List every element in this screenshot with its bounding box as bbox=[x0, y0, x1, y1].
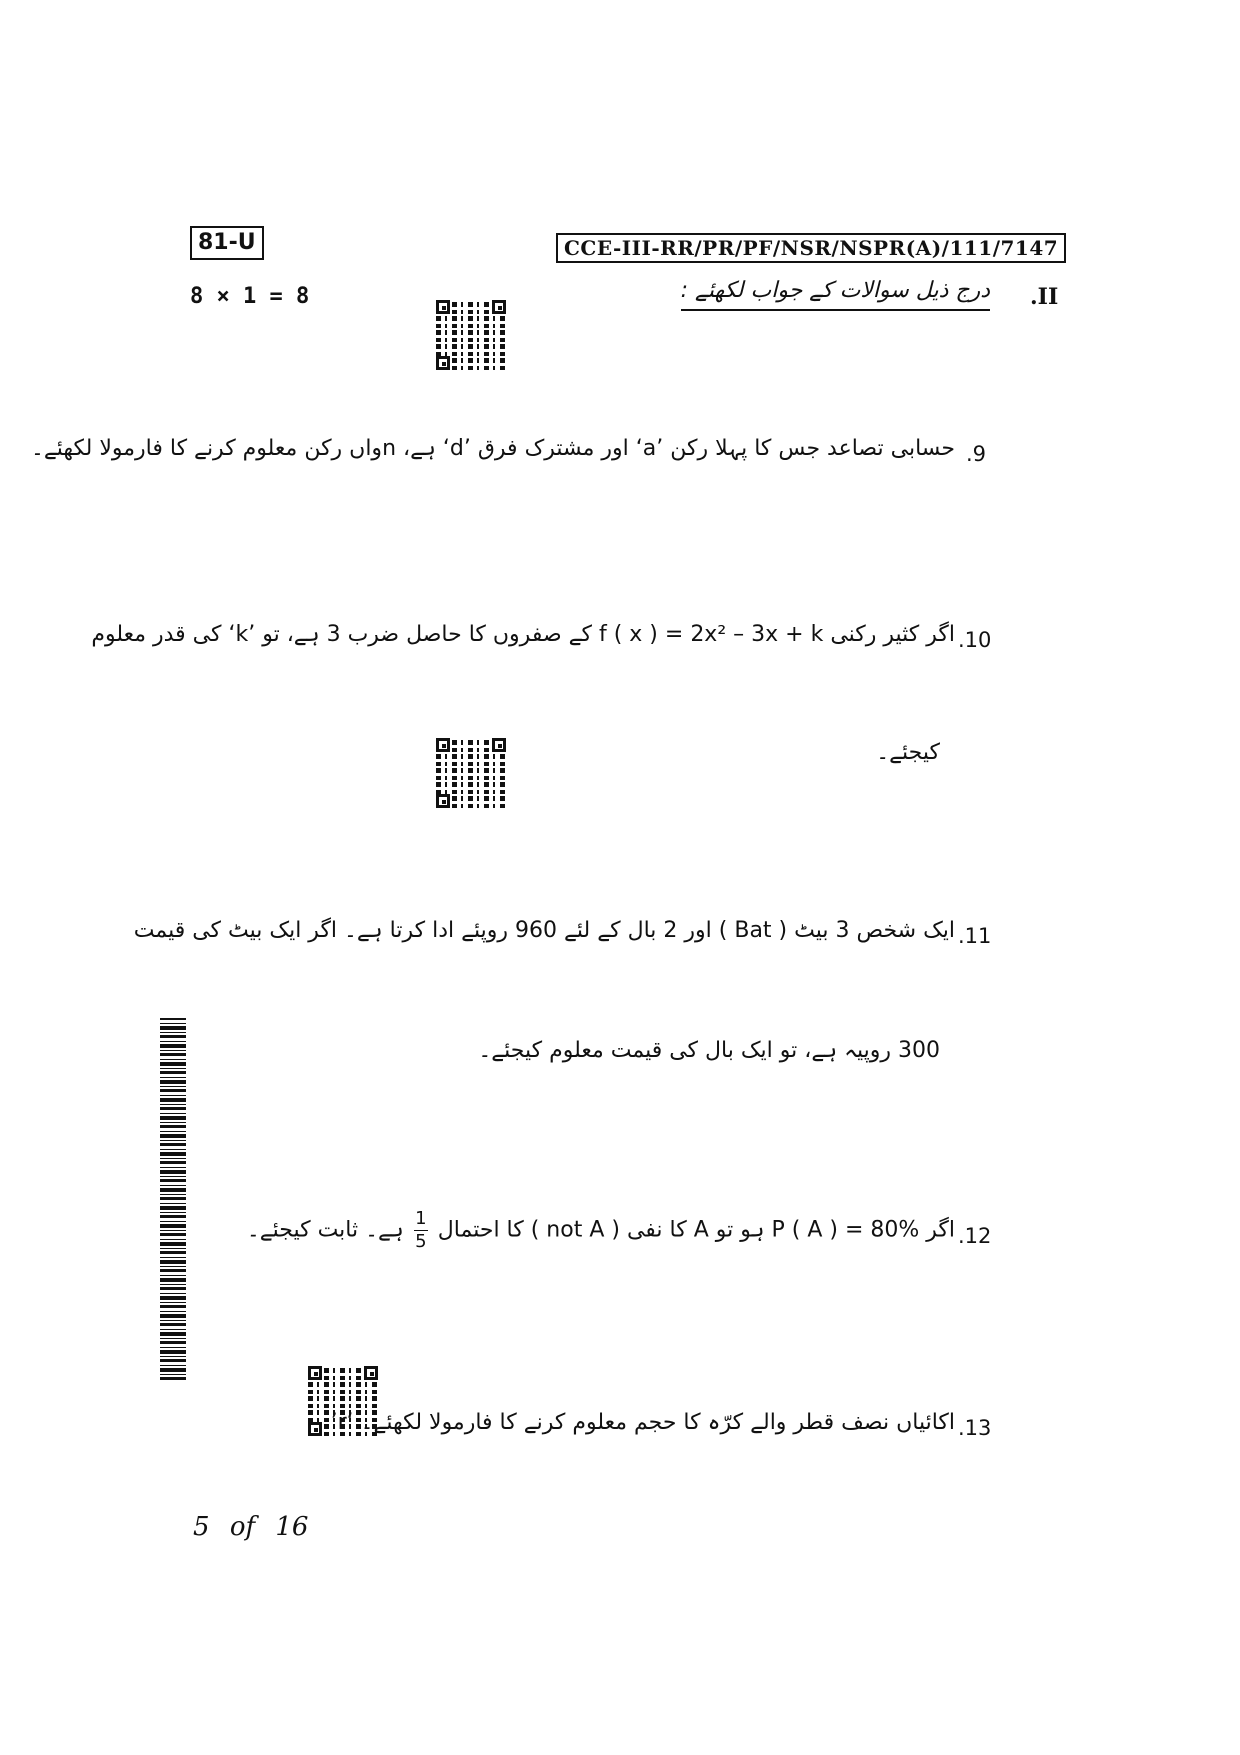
question-11-line-2: 300 روپیہ ہے، تو ایک بال کی قیمت معلوم کیجئے۔ bbox=[478, 1038, 940, 1063]
fraction-numerator: 1 bbox=[415, 1208, 427, 1229]
question-12-text-b: ہے۔ ثابت کیجئے۔ bbox=[246, 1217, 404, 1243]
page-of: of bbox=[229, 1512, 256, 1542]
question-12-text bbox=[247, 1210, 955, 1251]
section-title: درج ذیل سوالات کے جواب لکھئے : bbox=[681, 278, 990, 311]
qr-code-icon bbox=[436, 300, 506, 370]
section-number: .II bbox=[1030, 284, 1059, 310]
question-9-number: .9 bbox=[966, 442, 987, 466]
question-12-fraction bbox=[414, 1210, 428, 1251]
question-9-text: حسابی تصاعد جس کا پہلا رکن ’a‘ اور مشترک فرق ’d‘ ہے، nواں رکن معلوم کرنے کا فارمولا لکھئے۔ bbox=[30, 436, 955, 461]
page-current: 5 bbox=[193, 1512, 210, 1542]
page-total: 16 bbox=[275, 1512, 309, 1542]
question-13-text: ’r‘ اکائیاں نصف قطر والے کرّہ کا حجم معلوم کرنے کا فارمولا لکھئے۔ bbox=[330, 1410, 955, 1435]
page-number bbox=[193, 1512, 308, 1542]
fraction-denominator: 5 bbox=[415, 1231, 427, 1252]
question-12-text-a: اگر P ( A ) = 80% ہو تو A کا نفی ( not A ) کا احتمال bbox=[437, 1217, 955, 1243]
paper-code-box: CCE-III-RR/PR/PF/NSR/NSPR(A)/111/7147 bbox=[556, 233, 1066, 263]
subject-code-box: 81-U bbox=[190, 226, 264, 260]
question-10-line-1: اگر کثیر رکنی f ( x ) = 2x² – 3x + k کے صفروں کا حاصل ضرب 3 ہے، تو ’k‘ کی قدر معلوم bbox=[91, 622, 955, 647]
question-11-line-1: ایک شخص 3 بیٹ ( Bat ) اور 2 بال کے لئے 960 روپئے ادا کرتا ہے۔ اگر ایک بیٹ کی قیمت bbox=[133, 918, 955, 943]
section-marks: 8 × 1 = 8 bbox=[190, 284, 310, 309]
barcode-icon bbox=[160, 1018, 186, 1380]
question-12-number: .12 bbox=[958, 1224, 992, 1248]
question-11-number: .11 bbox=[958, 924, 992, 948]
question-10-line-2: کیجئے۔ bbox=[876, 740, 940, 765]
question-10-number: .10 bbox=[958, 628, 992, 652]
qr-code-icon bbox=[436, 738, 506, 808]
question-13-number: .13 bbox=[958, 1416, 992, 1440]
